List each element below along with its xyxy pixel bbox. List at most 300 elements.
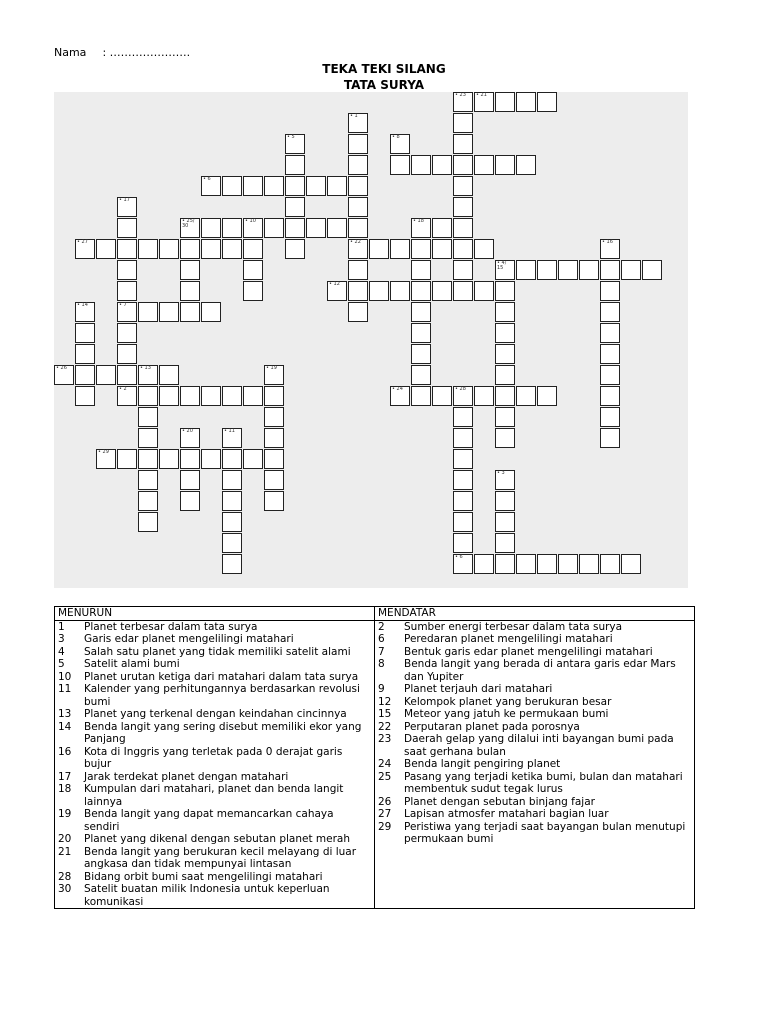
clue-item-number: 16 — [58, 745, 72, 758]
clue-number: • 6 — [203, 176, 211, 182]
crossword-cell[interactable] — [243, 176, 263, 196]
clue-item-text: Benda langit yang sering disebut memiliki ekor yang Panjang — [84, 720, 362, 745]
crossword-cell[interactable] — [75, 323, 95, 343]
clue-item-number: 2 — [378, 620, 385, 633]
clue-number: • 17 — [119, 197, 130, 203]
crossword-cell[interactable] — [285, 218, 305, 238]
crossword-cell[interactable] — [453, 512, 473, 532]
crossword-cell[interactable] — [516, 386, 536, 406]
clue-item-text: Sumber energi terbesar dalam tata surya — [404, 620, 623, 633]
crossword-cell[interactable] — [327, 176, 347, 196]
clue-item-text: Satelit alami bumi — [84, 658, 180, 670]
clue-item-number: 28 — [58, 870, 72, 883]
clue-item-number: 27 — [378, 808, 392, 820]
crossword-cell[interactable] — [222, 386, 242, 406]
crossword-cell[interactable] — [138, 428, 158, 448]
crossword-cell[interactable] — [600, 386, 620, 406]
crossword-cell[interactable] — [348, 302, 368, 322]
crossword-cell[interactable] — [474, 386, 494, 406]
clue-item — [58, 846, 371, 871]
crossword-cell[interactable] — [348, 260, 368, 280]
clue-item-text: Planet dengan sebutan binjang fajar — [404, 795, 595, 808]
crossword-cell[interactable] — [453, 92, 473, 112]
crossword-cell[interactable] — [579, 554, 599, 574]
crossword-grid — [54, 92, 688, 588]
crossword-cell[interactable] — [285, 239, 305, 259]
crossword-cell[interactable] — [474, 155, 494, 175]
crossword-cell[interactable] — [495, 491, 515, 511]
crossword-cell[interactable] — [369, 281, 389, 301]
page-subtitle: TATA SURYA — [343, 78, 425, 92]
crossword-cell[interactable] — [390, 134, 410, 154]
clue-item-number: 11 — [58, 683, 72, 695]
crossword-cell[interactable] — [453, 239, 473, 259]
crossword-cell[interactable] — [306, 218, 326, 238]
crossword-cell[interactable] — [159, 302, 179, 322]
crossword-cell[interactable] — [600, 239, 620, 259]
crossword-cell[interactable] — [159, 386, 179, 406]
crossword-cell[interactable] — [495, 554, 515, 574]
crossword-cell[interactable] — [117, 302, 137, 322]
crossword-cell[interactable] — [411, 218, 431, 238]
crossword-cell[interactable] — [159, 239, 179, 259]
clue-number: • 20 — [182, 428, 193, 434]
crossword-cell[interactable] — [600, 407, 620, 427]
clue-item — [378, 708, 691, 721]
crossword-cell[interactable] — [138, 302, 158, 322]
crossword-cell[interactable] — [201, 386, 221, 406]
across-clues — [375, 620, 695, 909]
clue-item-text: Garis edar planet mengelilingi matahari — [84, 633, 294, 645]
clue-number: • 29 — [98, 449, 109, 455]
crossword-cell[interactable] — [264, 470, 284, 490]
crossword-cell[interactable] — [180, 218, 200, 238]
crossword-cell[interactable] — [495, 428, 515, 448]
crossword-cell[interactable] — [516, 260, 536, 280]
crossword-cell[interactable] — [348, 134, 368, 154]
crossword-cell[interactable] — [243, 218, 263, 238]
crossword-cell[interactable] — [495, 512, 515, 532]
clue-item-text: Peristiwa yang terjadi saat bayangan bulan menutupi permukaan bumi — [404, 820, 686, 845]
down-clues — [55, 620, 375, 909]
crossword-cell[interactable] — [495, 365, 515, 385]
crossword-cell[interactable] — [75, 302, 95, 322]
clue-number: • 26 — [56, 365, 67, 371]
crossword-cell[interactable] — [117, 365, 137, 385]
crossword-cell[interactable] — [453, 428, 473, 448]
crossword-cell[interactable] — [96, 449, 116, 469]
crossword-cell[interactable] — [453, 155, 473, 175]
crossword-cell[interactable] — [138, 449, 158, 469]
clue-item — [378, 796, 691, 809]
clue-item-number: 13 — [58, 708, 72, 720]
crossword-cell[interactable] — [264, 491, 284, 511]
crossword-cell[interactable] — [453, 197, 473, 217]
crossword-cell[interactable] — [117, 449, 137, 469]
crossword-cell[interactable] — [474, 281, 494, 301]
clue-item — [378, 683, 691, 696]
crossword-cell[interactable] — [432, 155, 452, 175]
crossword-cell[interactable] — [453, 533, 473, 553]
clue-item-number: 30 — [58, 883, 72, 895]
clue-number: • 18 — [413, 218, 424, 224]
clue-item — [58, 833, 371, 846]
crossword-cell[interactable] — [537, 260, 557, 280]
crossword-cell[interactable] — [495, 302, 515, 322]
clue-item — [58, 633, 371, 646]
clue-item-number: 10 — [58, 670, 72, 683]
crossword-cell[interactable] — [306, 176, 326, 196]
crossword-cell[interactable] — [474, 239, 494, 259]
clue-number: • 3 — [497, 470, 505, 476]
crossword-cell[interactable] — [264, 449, 284, 469]
crossword-cell[interactable] — [432, 239, 452, 259]
crossword-cell[interactable] — [264, 407, 284, 427]
clue-item-text: Salah satu planet yang tidak memiliki satelit alami — [84, 645, 351, 658]
crossword-cell[interactable] — [285, 197, 305, 217]
crossword-cell[interactable] — [495, 260, 515, 280]
crossword-cell[interactable] — [264, 176, 284, 196]
crossword-cell[interactable] — [180, 470, 200, 490]
clue-item-number: 20 — [58, 833, 72, 845]
clue-number: • 4/ 15 — [497, 260, 507, 271]
crossword-cell[interactable] — [222, 239, 242, 259]
clue-item-text: Planet terjauh dari matahari — [404, 683, 553, 695]
crossword-cell[interactable] — [495, 155, 515, 175]
crossword-cell[interactable] — [453, 407, 473, 427]
crossword-cell[interactable] — [495, 344, 515, 364]
clue-item-number: 26 — [378, 795, 392, 808]
crossword-cell[interactable] — [264, 428, 284, 448]
crossword-cell[interactable] — [411, 260, 431, 280]
clue-item — [378, 621, 691, 634]
clue-item-number: 6 — [378, 633, 385, 645]
clue-item — [58, 671, 371, 684]
crossword-cell[interactable] — [264, 386, 284, 406]
clue-item-number: 14 — [58, 720, 72, 733]
crossword-cell[interactable] — [180, 281, 200, 301]
clue-item-number: 22 — [378, 720, 392, 733]
crossword-cell[interactable] — [285, 155, 305, 175]
clue-item — [58, 683, 371, 708]
crossword-cell[interactable] — [264, 365, 284, 385]
crossword-cell[interactable] — [453, 176, 473, 196]
crossword-cell[interactable] — [348, 197, 368, 217]
crossword-cell[interactable] — [201, 449, 221, 469]
crossword-cell[interactable] — [411, 281, 431, 301]
clue-item-text: Benda langit pengiring planet — [404, 758, 561, 770]
crossword-cell[interactable] — [411, 386, 431, 406]
crossword-cell[interactable] — [600, 365, 620, 385]
crossword-cell[interactable] — [642, 260, 662, 280]
name-label: Nama — [54, 46, 87, 59]
crossword-cell[interactable] — [117, 344, 137, 364]
clues-table — [54, 606, 695, 909]
crossword-cell[interactable] — [117, 281, 137, 301]
clue-item — [378, 821, 691, 846]
crossword-cell[interactable] — [432, 281, 452, 301]
clue-item-number: 3 — [58, 633, 65, 645]
crossword-cell[interactable] — [474, 92, 494, 112]
crossword-cell[interactable] — [537, 554, 557, 574]
crossword-cell[interactable] — [222, 491, 242, 511]
crossword-cell[interactable] — [348, 218, 368, 238]
clue-item — [378, 721, 691, 734]
crossword-cell[interactable] — [54, 365, 74, 385]
crossword-cell[interactable] — [180, 428, 200, 448]
crossword-cell[interactable] — [390, 281, 410, 301]
clue-item — [58, 746, 371, 771]
crossword-cell[interactable] — [453, 491, 473, 511]
crossword-cell[interactable] — [411, 155, 431, 175]
crossword-cell[interactable] — [411, 323, 431, 343]
clue-number: • 27 — [77, 239, 88, 245]
clue-number: • 14 — [77, 302, 88, 308]
crossword-cell[interactable] — [222, 470, 242, 490]
crossword-cell[interactable] — [138, 470, 158, 490]
clue-item-text: Planet terbesar dalam tata surya — [84, 620, 258, 633]
crossword-cell[interactable] — [222, 176, 242, 196]
crossword-cell[interactable] — [327, 218, 347, 238]
clue-number: • 22 — [350, 239, 361, 245]
clue-item-number: 4 — [58, 645, 65, 658]
crossword-cell[interactable] — [390, 239, 410, 259]
crossword-cell[interactable] — [558, 260, 578, 280]
clue-item-text: Lapisan atmosfer matahari bagian luar — [404, 808, 609, 820]
crossword-cell[interactable] — [75, 386, 95, 406]
crossword-cell[interactable] — [516, 92, 536, 112]
clue-number: • 21 — [476, 92, 487, 98]
crossword-cell[interactable] — [201, 239, 221, 259]
crossword-cell[interactable] — [600, 281, 620, 301]
crossword-cell[interactable] — [495, 281, 515, 301]
crossword-cell[interactable] — [600, 323, 620, 343]
crossword-cell[interactable] — [222, 428, 242, 448]
crossword-cell[interactable] — [600, 428, 620, 448]
crossword-cell[interactable] — [390, 386, 410, 406]
clue-item — [58, 621, 371, 634]
crossword-cell[interactable] — [411, 239, 431, 259]
crossword-cell[interactable] — [96, 365, 116, 385]
crossword-cell[interactable] — [516, 155, 536, 175]
clue-item-text: Perputaran planet pada porosnya — [404, 720, 580, 733]
crossword-cell[interactable] — [117, 386, 137, 406]
crossword-cell[interactable] — [75, 344, 95, 364]
clue-item — [378, 633, 691, 646]
down-header: MENURUN — [55, 607, 375, 621]
clue-item-number: 18 — [58, 783, 72, 795]
crossword-cell[interactable] — [138, 386, 158, 406]
crossword-cell[interactable] — [243, 386, 263, 406]
clue-number: • 13 — [140, 365, 151, 371]
clue-item-text: Benda langit yang berukuran kecil melayang di luar angkasa dan tidak mempunyai lintasan — [84, 845, 357, 870]
crossword-cell[interactable] — [201, 218, 221, 238]
crossword-cell[interactable] — [159, 449, 179, 469]
clue-number: • 7 — [119, 302, 127, 308]
crossword-cell[interactable] — [537, 386, 557, 406]
crossword-cell[interactable] — [348, 281, 368, 301]
crossword-cell[interactable] — [222, 218, 242, 238]
crossword-cell[interactable] — [348, 176, 368, 196]
crossword-cell[interactable] — [138, 239, 158, 259]
clue-item-text: Kelompok planet yang berukuran besar — [404, 695, 612, 708]
crossword-cell[interactable] — [243, 449, 263, 469]
crossword-cell[interactable] — [117, 260, 137, 280]
crossword-cell[interactable] — [495, 386, 515, 406]
clue-item-number: 29 — [378, 820, 392, 833]
clue-number: • 11 — [224, 428, 235, 434]
clue-item-text: Peredaran planet mengelilingi matahari — [404, 633, 613, 645]
clue-item-number: 7 — [378, 645, 385, 658]
crossword-cell[interactable] — [138, 365, 158, 385]
crossword-cell[interactable] — [600, 344, 620, 364]
crossword-cell[interactable] — [75, 239, 95, 259]
crossword-cell[interactable] — [390, 155, 410, 175]
crossword-cell[interactable] — [180, 491, 200, 511]
crossword-cell[interactable] — [243, 260, 263, 280]
crossword-cell[interactable] — [453, 554, 473, 574]
clue-item-number: 17 — [58, 770, 72, 783]
clue-number: • 28 — [455, 386, 466, 392]
clue-item-text: Benda langit yang dapat memancarkan cahaya sendiri — [84, 808, 334, 833]
crossword-cell[interactable] — [348, 113, 368, 133]
crossword-cell[interactable] — [621, 554, 641, 574]
crossword-cell[interactable] — [75, 365, 95, 385]
clue-item-number: 19 — [58, 808, 72, 820]
crossword-cell[interactable] — [474, 554, 494, 574]
page-title: TEKA TEKI SILANG — [322, 62, 446, 76]
crossword-cell[interactable] — [285, 176, 305, 196]
crossword-cell[interactable] — [411, 302, 431, 322]
clue-item — [378, 658, 691, 683]
crossword-cell[interactable] — [453, 470, 473, 490]
crossword-cell[interactable] — [495, 470, 515, 490]
clue-item-text: Satelit buatan milik Indonesia untuk keperluan komunikasi — [84, 883, 330, 908]
crossword-cell[interactable] — [138, 512, 158, 532]
crossword-cell[interactable] — [138, 407, 158, 427]
clue-item — [378, 733, 691, 758]
crossword-cell[interactable] — [243, 239, 263, 259]
clue-item — [58, 646, 371, 659]
crossword-cell[interactable] — [159, 365, 179, 385]
clue-item-number: 24 — [378, 758, 392, 770]
crossword-cell[interactable] — [222, 449, 242, 469]
clue-item-text: Planet yang terkenal dengan keindahan cincinnya — [84, 708, 347, 720]
crossword-cell[interactable] — [180, 239, 200, 259]
crossword-cell[interactable] — [558, 554, 578, 574]
crossword-cell[interactable] — [453, 260, 473, 280]
clue-item-text: Kumpulan dari matahari, planet dan benda langit lainnya — [84, 783, 344, 808]
clue-item — [378, 808, 691, 821]
crossword-cell[interactable] — [516, 554, 536, 574]
crossword-cell[interactable] — [579, 260, 599, 280]
crossword-cell[interactable] — [180, 302, 200, 322]
clue-item-text: Planet urutan ketiga dari matahari dalam tata surya — [84, 670, 359, 683]
clue-item-number: 8 — [378, 658, 385, 670]
clue-number: • 23 — [455, 92, 466, 98]
crossword-cell[interactable] — [327, 281, 347, 301]
crossword-cell[interactable] — [453, 218, 473, 238]
crossword-cell[interactable] — [348, 155, 368, 175]
crossword-cell[interactable] — [180, 386, 200, 406]
crossword-cell[interactable] — [117, 239, 137, 259]
crossword-cell[interactable] — [453, 386, 473, 406]
crossword-cell[interactable] — [117, 323, 137, 343]
clue-item-number: 15 — [378, 708, 392, 720]
clue-number: • 12 — [329, 281, 340, 287]
crossword-cell[interactable] — [600, 260, 620, 280]
crossword-cell[interactable] — [285, 134, 305, 154]
clue-item — [378, 758, 691, 771]
clue-number: • 8 — [392, 134, 400, 140]
clue-item — [58, 783, 371, 808]
crossword-cell[interactable] — [495, 407, 515, 427]
crossword-cell[interactable] — [117, 218, 137, 238]
clue-number: • 10 — [245, 218, 256, 224]
crossword-cell[interactable] — [411, 365, 431, 385]
crossword-cell[interactable] — [348, 239, 368, 259]
clue-item-text: Benda langit yang berada di antara garis edar Mars dan Yupiter — [404, 658, 676, 683]
crossword-cell[interactable] — [180, 449, 200, 469]
crossword-cell[interactable] — [432, 218, 452, 238]
crossword-cell[interactable] — [411, 344, 431, 364]
crossword-cell[interactable] — [222, 554, 242, 574]
clue-number: • 24 — [392, 386, 403, 392]
crossword-cell[interactable] — [495, 533, 515, 553]
crossword-cell[interactable] — [432, 386, 452, 406]
crossword-cell[interactable] — [201, 302, 221, 322]
crossword-cell[interactable] — [222, 512, 242, 532]
crossword-cell[interactable] — [453, 113, 473, 133]
crossword-cell[interactable] — [495, 323, 515, 343]
crossword-cell[interactable] — [201, 176, 221, 196]
clue-item-number: 9 — [378, 683, 385, 695]
clue-number: • 5 — [287, 134, 295, 140]
crossword-cell[interactable] — [600, 302, 620, 322]
clue-number: • 19 — [266, 365, 277, 371]
crossword-cell[interactable] — [537, 92, 557, 112]
name-line — [54, 46, 206, 59]
crossword-cell[interactable] — [138, 491, 158, 511]
clue-item — [58, 871, 371, 884]
crossword-cell[interactable] — [264, 218, 284, 238]
clue-item-number: 5 — [58, 658, 65, 670]
crossword-cell[interactable] — [600, 554, 620, 574]
crossword-cell[interactable] — [222, 533, 242, 553]
crossword-cell[interactable] — [117, 197, 137, 217]
clue-item-text: Pasang yang terjadi ketika bumi, bulan dan matahari membentuk sudut tegak lurus — [404, 770, 683, 795]
clue-item-text: Jarak terdekat planet dengan matahari — [84, 770, 289, 783]
crossword-cell[interactable] — [621, 260, 641, 280]
name-value[interactable]: : …………………. — [102, 46, 191, 59]
crossword-cell[interactable] — [495, 92, 515, 112]
clue-item — [378, 771, 691, 796]
crossword-cell[interactable] — [180, 260, 200, 280]
clue-item — [58, 883, 371, 908]
clue-number: • 25/ 30 — [182, 218, 195, 229]
crossword-cell[interactable] — [453, 134, 473, 154]
crossword-cell[interactable] — [453, 449, 473, 469]
crossword-cell[interactable] — [96, 239, 116, 259]
clue-number: • 16 — [602, 239, 613, 245]
crossword-cell[interactable] — [369, 239, 389, 259]
clue-item — [378, 646, 691, 659]
crossword-cell[interactable] — [243, 281, 263, 301]
clue-item-text: Bentuk garis edar planet mengelilingi matahari — [404, 645, 653, 658]
crossword-cell[interactable] — [453, 281, 473, 301]
clue-item-number: 25 — [378, 770, 392, 783]
clue-item-text: Daerah gelap yang dilalui inti bayangan bumi pada saat gerhana bulan — [404, 733, 674, 758]
